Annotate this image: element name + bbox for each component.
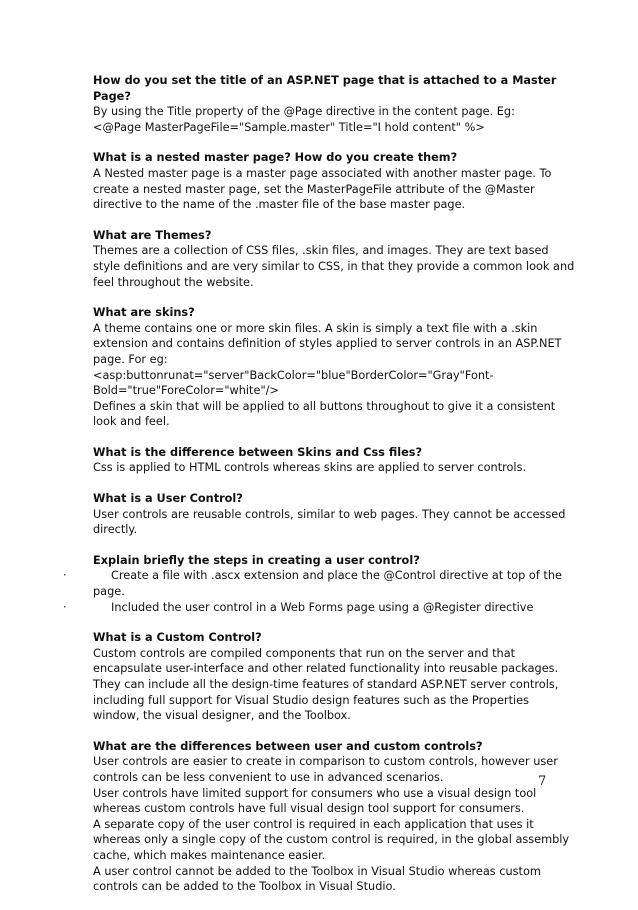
bullet-list <box>63 568 562 615</box>
qa-section <box>93 150 552 212</box>
qa-section <box>93 630 559 724</box>
qa-section <box>93 73 557 135</box>
bullet-marker: · <box>63 569 67 583</box>
question-heading: What are Themes? <box>93 228 212 242</box>
question-heading: What are skins? <box>93 306 195 320</box>
question-heading: What are the differences between user and custom controls? <box>93 739 483 753</box>
question-heading: What is the difference between Skins and Css files? <box>93 445 423 459</box>
answer-text: Css is applied to HTML controls whereas skins are applied to server controls. <box>93 461 527 475</box>
document-body <box>63 73 575 910</box>
qa-section <box>93 305 562 430</box>
answer-text: A theme contains one or more skin files. A skin is simply a text file with a .skin extension and contains definition of styles applied to server controls in an ASP.NET page. For eg: <asp:buttonrunat="server"BackColor="blue"BorderColor="Gray"Font- Bold="true"ForeColor="white"/> Defines a skin that will be applied to all buttons throughout to give it a consistent look and feel. <box>93 321 562 429</box>
qa-section <box>93 491 566 538</box>
bullet-marker: · <box>63 600 67 614</box>
qa-section <box>93 739 570 895</box>
answer-text: User controls are easier to create in comparison to custom controls, however user controls can be less convenient to use in advanced scenarios. User controls have limited support for consumers who use a visual design tool whereas custom controls have full visual design tool support for consumers. A separate copy of the user control is required in each application that uses it whereas only a single copy of the custom control is required, in the global assembly cache, which makes maintenance easier. A user control cannot be added to the Toolbox in Visual Studio whereas custom controls can be added to the Toolbox in Visual Studio. <box>93 755 570 894</box>
question-heading: Explain briefly the steps in creating a user control? <box>93 553 420 567</box>
qa-section <box>93 228 575 290</box>
answer-text: A Nested master page is a master page associated with another master page. To create a nested master page, set the MasterPageFile attribute of the @Master directive to the name of the .master file of the base master page. <box>93 166 552 212</box>
qa-section <box>63 553 562 615</box>
code-sample: Bold="true"ForeColor="white"/> <box>93 384 279 398</box>
question-heading: What is a Custom Control? <box>93 631 262 645</box>
question-heading: How do you set the title of an ASP.NET page that is attached to a Master Page? <box>93 74 557 103</box>
bullet-item: · Included the user control in a Web Forms page using a @Register directive <box>63 600 534 614</box>
answer-text: User controls are reusable controls, similar to web pages. They cannot be accessed directly. <box>93 507 566 537</box>
answer-text: Custom controls are compiled components that run on the server and that encapsulate user-interface and other related functionality into reusable packages. They can include all the design-time features of standard ASP.NET server controls, including full support for Visual Studio design features such as the Properties window, the visual designer, and the Toolbox. <box>93 646 559 723</box>
code-sample: <asp:buttonrunat="server"BackColor="blue"BorderColor="Gray"Font- <box>93 368 494 382</box>
question-heading: What is a nested master page? How do you create them? <box>93 151 458 165</box>
bullet-item: · Create a file with .ascx extension and place the @Control directive at top of the page. <box>63 569 562 599</box>
question-heading: What is a User Control? <box>93 492 243 506</box>
qa-section <box>93 445 548 476</box>
answer-text: By using the Title property of the @Page directive in the content page. Eg: <@Page MasterPageFile="Sample.master" Title="I hold content" %> <box>93 105 515 134</box>
answer-text: Themes are a collection of CSS files, .skin files, and images. They are text based style definitions and are very similar to CSS, in that they provide a common look and feel throughout the website. <box>93 244 575 289</box>
page-number: 7 <box>538 774 547 789</box>
